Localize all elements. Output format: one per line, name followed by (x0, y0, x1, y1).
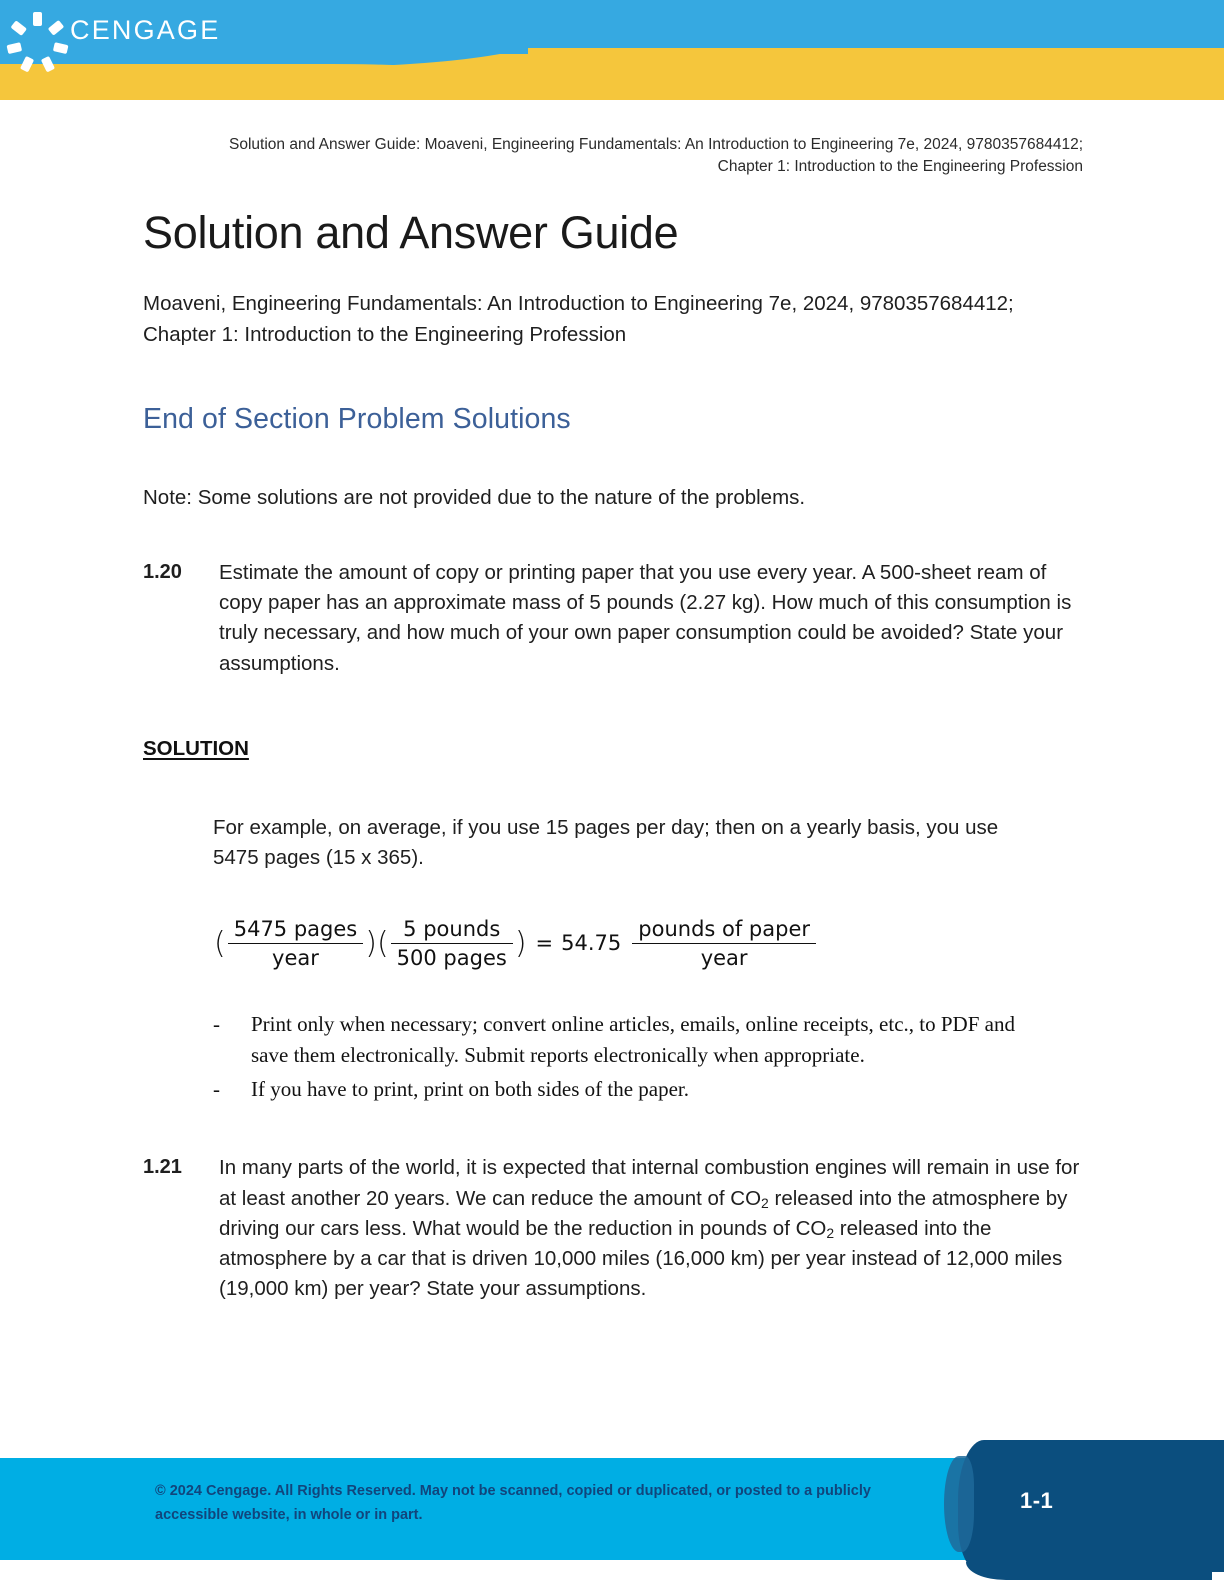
co2-subscript: 2 (761, 1194, 769, 1211)
equation-equals-sign: = (535, 931, 554, 956)
page-footer (0, 1458, 1224, 1562)
co2-subscript: 2 (826, 1224, 835, 1241)
cengage-starburst-icon (18, 10, 58, 50)
running-head (143, 134, 1083, 179)
list-item (213, 1074, 1043, 1106)
header-blue-band-right (520, 0, 1224, 50)
note-text: Note: Some solutions are not provided due to the nature of the problems. (143, 486, 806, 510)
equation-fraction-denominator: year (632, 943, 816, 969)
document-subtitle (143, 288, 1073, 352)
solution-block (213, 813, 1083, 1106)
paper-consumption-equation (213, 916, 1083, 970)
equation-fraction-pounds-per-pages (391, 916, 513, 970)
section-heading: End of Section Problem Solutions (143, 403, 571, 436)
footer-copyright: © 2024 Cengage. All Rights Reserved. May not be scanned, copied or duplicated, or posted to a publicly accessible website, in whole or in part. (155, 1483, 871, 1523)
equation-fraction-denominator: year (228, 943, 364, 969)
problem-text-part-2: released into the atmosphere by driving our cars less. What would be the reduction in pounds of CO (219, 1186, 1068, 1240)
equation-fraction-numerator: pounds of paper (638, 916, 811, 941)
running-head-line-1: Solution and Answer Guide: Moaveni, Engineering Fundamentals: An Introduction to Engineering 7e, 2024, 9780357684412; (229, 136, 1083, 153)
problem-text-part-1: In many parts of the world, it is expected that internal combustion engines will remain in use for at least another 20 years. We can reduce the amount of CO (219, 1156, 1080, 1210)
problem-number: 1.21 (143, 1156, 182, 1179)
document-subtitle-line-1: Moaveni, Engineering Fundamentals: An Introduction to Engineering 7e, 2024, 9780357684412; (143, 291, 1014, 315)
page-title: Solution and Answer Guide (143, 206, 679, 258)
problem-text-part-3: released into the atmosphere by a car that is driven 10,000 miles (16,000 km) per year instead of 12,000 miles (19,000 km) per year? State your assumptions. (219, 1216, 1063, 1300)
equation-open-paren: ( (214, 925, 226, 961)
cengage-logo (18, 10, 220, 50)
equation-middle-paren: )( (365, 925, 389, 961)
list-item-text: If you have to print, print on both sides of the paper. (251, 1076, 689, 1101)
dash-bullet-icon: - (213, 1076, 220, 1101)
equation-fraction-pages-per-year (228, 916, 364, 970)
problem-1-20 (143, 558, 1083, 679)
list-item (213, 1009, 1043, 1072)
equation-fraction-numerator: 5 pounds (403, 916, 501, 941)
document-subtitle-line-2: Chapter 1: Introduction to the Engineering Profession (143, 323, 627, 347)
cengage-logo-text: CENGAGE (70, 14, 221, 45)
equation-result-value: 54.75 (561, 931, 622, 956)
page-number: 1-1 (1020, 1488, 1054, 1513)
problem-1-21 (143, 1153, 1083, 1304)
running-head-line-2: Chapter 1: Introduction to the Engineering Profession (717, 158, 1083, 176)
header-bottom-edge (0, 100, 1224, 112)
document-content (141, 134, 1083, 1304)
list-item-text: Print only when necessary; convert online articles, emails, online receipts, etc., to PDF and save them electronically. Submit reports electronically when appropriate. (251, 1011, 1015, 1068)
equation-fraction-numerator: 5475 pages (233, 916, 358, 941)
problem-text: Estimate the amount of copy or printing paper that you use every year. A 500-sheet ream of copy paper has an approximate mass of 5 pounds (2.27 kg). How much of this consumption is truly necessary, and how much of your own paper consumption could be avoided? State your assumptions. (219, 561, 1072, 675)
equation-fraction-result-units (632, 916, 816, 970)
equation-fraction-denominator: 500 pages (391, 943, 513, 969)
dash-bullet-icon: - (213, 1011, 220, 1036)
document-page (0, 112, 1224, 1304)
header-yellow-notch (528, 48, 1224, 104)
equation-close-paren: ) (514, 925, 527, 961)
solution-recommendation-list (213, 1009, 1043, 1106)
problem-text (219, 1153, 1081, 1304)
page-header-banner (0, 0, 1224, 112)
problem-number: 1.20 (143, 561, 182, 584)
solution-intro-text: For example, on average, if you use 15 pages per day; then on a yearly basis, you use 5475 pages (15 x 365). (213, 815, 999, 869)
page-number-badge-block (958, 1440, 1224, 1572)
solution-label: SOLUTION (143, 736, 249, 760)
